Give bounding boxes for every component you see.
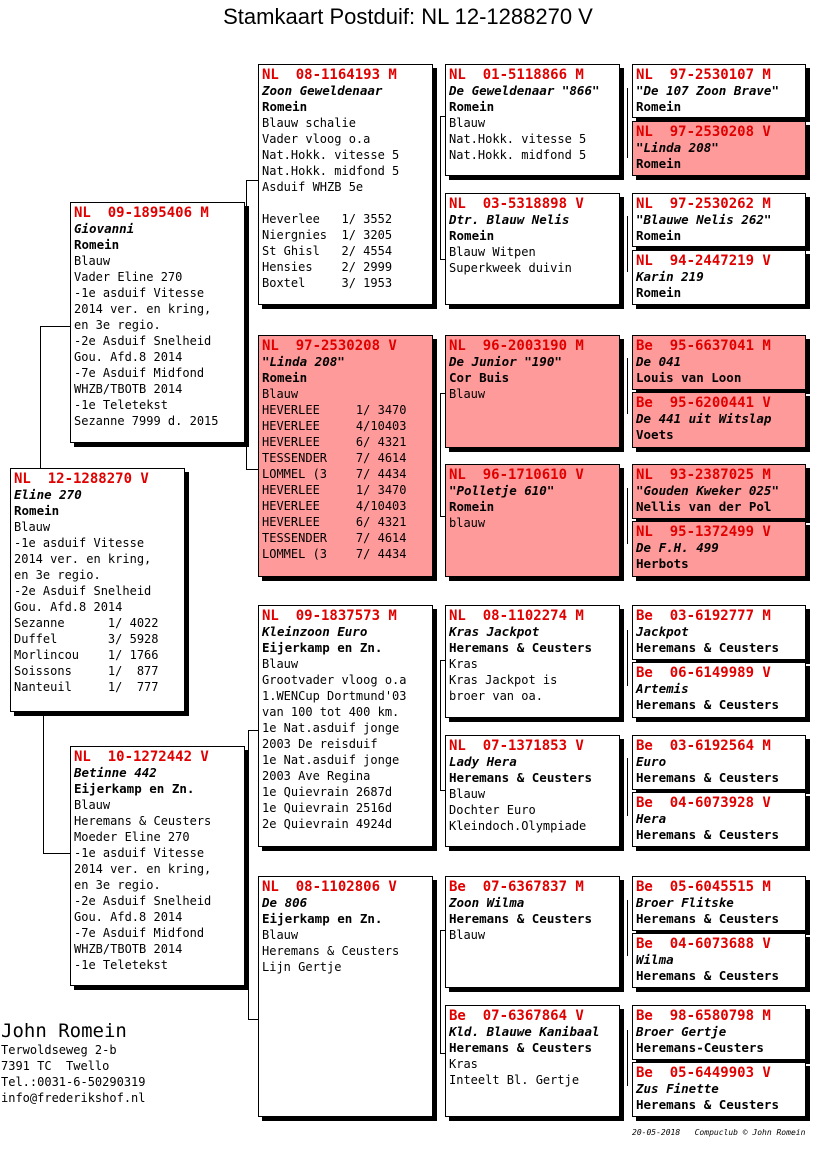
connector [40,326,41,468]
pedigree-card-fff [445,64,620,176]
pigeon-name: Zus Finette [636,1081,719,1096]
ring-number: NL 08-1102274 M [449,608,584,624]
pigeon-name: "De 107 Zoon Brave" [636,83,779,98]
pedigree-card-subject [10,468,185,712]
ring-number: Be 95-6200441 V [636,395,771,411]
ring-number: Be 98-6580798 M [636,1008,771,1024]
pigeon-name: Kras Jackpot [449,624,540,639]
pedigree-card-g6 [632,392,806,448]
pigeon-name: De Geweldenaar "866" [449,83,600,98]
pedigree-card-mmf [445,876,620,988]
pigeon-name: Jackpot [636,624,689,639]
ring-number: NL 96-2003190 M [449,338,584,354]
owner-name: Heremans & Ceusters [636,697,779,712]
owner-name: Romein [636,99,682,114]
pigeon-name: De 441 uit Witslap [636,411,772,426]
connector [627,488,628,544]
pedigree-card-mm [258,876,433,1117]
pedigree-card-g13 [632,876,806,931]
connector [627,758,628,816]
pigeon-info: blauw [449,516,486,530]
pigeon-name: Betinne 442 [74,765,157,780]
ring-number: NL 97-2530262 M [636,196,771,212]
owner-name: Romein [636,285,682,300]
owner-name: Louis van Loon [636,370,742,385]
pigeon-info: Blauw Grootvader vloog o.a 1.WENCup Dortmund'03 van 100 tot 400 km. 1e Nat.asduif jonge 2003 De reisduif 1e Nat.asduif jonge 2003 Ave Regina 1e Quievrain 2687d 1e Quievrain 2516d 2e Quievrain 4924d [262,657,407,831]
ring-number: NL 97-2530208 V [636,124,771,140]
ring-number: Be 04-6073688 V [636,936,771,952]
ring-number: NL 97-2530107 M [636,67,771,83]
pigeon-name: De Junior "190" [449,354,562,369]
owner-name: Heremans & Ceusters [449,770,592,785]
connector [246,469,258,470]
pigeon-info: Blauw Vader Eline 270 -1e asduif Vitesse 2014 ver. en kring, en 3e regio. -2e Asduif Snelheid Gou. Afd.8 2014 -7e Asduif Midfond WHZB/TBOTB 2014 -1e Teletekst Sezanne 7999 d. 2015 [74,254,219,428]
connector [40,326,70,327]
owner-name: Eijerkamp en Zn. [74,781,195,796]
pedigree-card-mother [70,746,245,986]
ring-number: NL 95-1372499 V [636,524,771,540]
pedigree-card-ffm [445,193,620,305]
owner-name: Heremans-Ceusters [636,1040,764,1055]
owner-name: Nellis van der Pol [636,499,772,514]
pedigree-card-g11 [632,735,806,790]
pigeon-name: Euro [636,754,667,769]
owner-name: Heremans & Ceusters [636,911,779,926]
pigeon-name: Kleinzoon Euro [262,624,368,639]
pedigree-card-fm [258,335,433,577]
pigeon-name: Zoon Wilma [449,895,525,910]
owner-name: Romein [636,156,682,171]
owner-name: Romein [449,499,495,514]
owner-name: Heremans & Ceusters [449,1040,592,1055]
connector [627,1030,628,1086]
pedigree-card-g1 [632,64,806,118]
pigeon-name: "Gouden Kweker 025" [636,483,779,498]
pedigree-card-g12 [632,792,806,847]
breeder-address-city: 7391 TC Twello [1,1059,110,1073]
pigeon-info: Blauw Witpen Superkweek duivin [449,245,572,275]
pigeon-name: Wilma [636,952,674,967]
pedigree-card-g5 [632,335,806,390]
ring-number: NL 96-1710610 V [449,467,584,483]
pigeon-info: Blauw [449,928,486,942]
pigeon-info: Blauw -1e asduif Vitesse 2014 ver. en kring, en 3e regio. -2e Asduif Snelheid Gou. Afd.8 2014 Sezanne 1/ 4022 Duffel 3/ 5928 Morlincou 1/ 1766 Soissons 1/ 877 Nanteuil 1/ 777 [14,520,159,694]
pedigree-card-g14 [632,933,806,988]
pedigree-card-mff [445,605,620,718]
page-title: Stamkaart Postduif: NL 12-1288270 V [223,4,593,29]
pedigree-card-g4 [632,250,806,305]
owner-name: Herbots [636,556,689,571]
pedigree-card-g9 [632,605,806,660]
owner-name: Romein [14,503,60,518]
footer-credit: 20-05-2018 Compuclub © John Romein [632,1128,806,1137]
pedigree-card-g10 [632,662,806,718]
pigeon-info: Blauw Heremans & Ceusters Moeder Eline 270 -1e asduif Vitesse 2014 ver. en kring, en 3e regio. -2e Asduif Snelheid Gou. Afd.8 2014 -7e Asduif Midfond WHZB/TBOTB 2014 -1e Teletekst [74,798,212,972]
pigeon-info: Blauw HEVERLEE 1/ 3470 HEVERLEE 4/10403 HEVERLEE 6/ 4321 TESSENDER 7/ 4614 LOMMEL (3 7/ 4434 HEVERLEE 1/ 3470 HEVERLEE 4/10403 HEVERLEE 6/ 4321 TESSENDER 7/ 4614 LOMMEL (3 7/ 4434 [262,387,407,561]
connector [627,88,628,158]
pedigree-card-ff [258,64,433,305]
owner-name: Eijerkamp en Zn. [262,640,383,655]
pigeon-name: Hera [636,811,667,826]
ring-number: NL 07-1371853 V [449,738,584,754]
connector [627,358,628,414]
owner-name: Romein [74,237,120,252]
pigeon-name: Eline 270 [14,487,82,502]
owner-name: Romein [262,370,308,385]
connector [248,730,249,1020]
ring-number: NL 09-1837573 M [262,608,397,624]
ring-number: NL 09-1895406 M [74,205,209,221]
connector [43,853,70,854]
ring-number: Be 06-6149989 V [636,665,771,681]
pigeon-name: Broer Gertje [636,1024,727,1039]
pigeon-name: Giovanni [74,221,135,236]
pigeon-info: Blauw Nat.Hokk. vitesse 5 Nat.Hokk. midfond 5 [449,116,587,162]
pigeon-info: Blauw Heremans & Ceusters Lijn Gertje [262,928,400,974]
pigeon-info: Blauw schalie Vader vloog o.a Nat.Hokk. vitesse 5 Nat.Hokk. midfond 5 Asduif WHZB 5e Heverlee 1/ 3552 Niergnies 1/ 3205 St Ghisl 2/ 4554 Hensies 2/ 2999 Boxtel 3/ 1953 [262,116,400,290]
connector [43,712,44,854]
connector [246,180,258,181]
owner-name: Romein [262,99,308,114]
pedigree-card-g2 [632,121,806,176]
breeder-email: info@frederikshof.nl [1,1091,146,1105]
pedigree-card-mfm [445,735,620,847]
owner-name: Heremans & Ceusters [449,911,592,926]
pedigree-card-g16 [632,1062,806,1117]
pigeon-info: Kras Inteelt Bl. Gertje [449,1057,580,1087]
pedigree-card-father [70,202,245,443]
connector [440,660,441,791]
ring-number: NL 94-2447219 V [636,253,771,269]
pigeon-name: "Polletje 610" [449,483,555,498]
pigeon-name: De 806 [262,895,308,910]
owner-name: Heremans & Ceusters [636,968,779,983]
owner-name: Heremans & Ceusters [449,640,592,655]
connector [627,630,628,686]
breeder-contact [1,1020,146,1106]
ring-number: Be 05-6449903 V [636,1065,771,1081]
pedigree-card-mmm [445,1005,620,1117]
breeder-name: John Romein [1,1020,127,1042]
pigeon-info: Blauw Dochter Euro Kleindoch.Olympiade [449,787,587,833]
owner-name: Romein [636,228,682,243]
owner-name: Heremans & Ceusters [636,1097,779,1112]
ring-number: Be 07-6367837 M [449,879,584,895]
ring-number: NL 93-2387025 M [636,467,771,483]
owner-name: Romein [449,228,495,243]
ring-number: Be 04-6073928 V [636,795,771,811]
ring-number: NL 08-1102806 V [262,879,397,895]
pigeon-name: Zoon Geweldenaar [262,83,383,98]
ring-number: NL 08-1164193 M [262,67,397,83]
connector [248,1019,258,1020]
pigeon-name: Dtr. Blauw Nelis [449,212,570,227]
ring-number: NL 12-1288270 V [14,471,149,487]
pigeon-info: Blauw [449,387,486,401]
connector [627,216,628,272]
connector [440,116,441,260]
owner-name: Heremans & Ceusters [636,827,779,842]
pigeon-name: De F.H. 499 [636,540,719,555]
owner-name: Heremans & Ceusters [636,640,779,655]
connector [246,180,247,470]
owner-name: Cor Buis [449,370,510,385]
ring-number: Be 03-6192564 M [636,738,771,754]
pedigree-card-g3 [632,193,806,247]
connector [440,393,441,517]
pigeon-name: Lady Hera [449,754,517,769]
ring-number: NL 10-1272442 V [74,749,209,765]
connector [248,730,258,731]
ring-number: Be 95-6637041 M [636,338,771,354]
pedigree-card-mf [258,605,433,847]
ring-number: NL 01-5118866 M [449,67,584,83]
owner-name: Heremans & Ceusters [636,770,779,785]
pigeon-name: Artemis [636,681,689,696]
pedigree-card-g15 [632,1005,806,1060]
pedigree-card-g7 [632,464,806,519]
ring-number: NL 03-5318898 V [449,196,584,212]
pigeon-name: "Linda 208" [262,354,345,369]
ring-number: Be 07-6367864 V [449,1008,584,1024]
breeder-phone: Tel.:0031-6-50290319 [1,1075,146,1089]
owner-name: Eijerkamp en Zn. [262,911,383,926]
pigeon-name: Broer Flitske [636,895,734,910]
ring-number: Be 05-6045515 M [636,879,771,895]
pedigree-card-g8 [632,521,806,577]
pigeon-name: Kld. Blauwe Kanibaal [449,1024,600,1039]
pigeon-name: "Blauwe Nelis 262" [636,212,772,227]
pigeon-name: Karin 219 [636,269,704,284]
pigeon-name: De 041 [636,354,682,369]
pigeon-name: "Linda 208" [636,140,719,155]
pedigree-card-fmm [445,464,620,577]
owner-name: Voets [636,427,674,442]
breeder-address-street: Terwoldseweg 2-b [1,1043,117,1057]
pigeon-info: Kras Kras Jackpot is broer van oa. [449,657,558,703]
ring-number: NL 97-2530208 V [262,338,397,354]
connector [627,900,628,956]
connector [440,930,441,1054]
pedigree-card-fmf [445,335,620,448]
ring-number: Be 03-6192777 M [636,608,771,624]
owner-name: Romein [449,99,495,114]
